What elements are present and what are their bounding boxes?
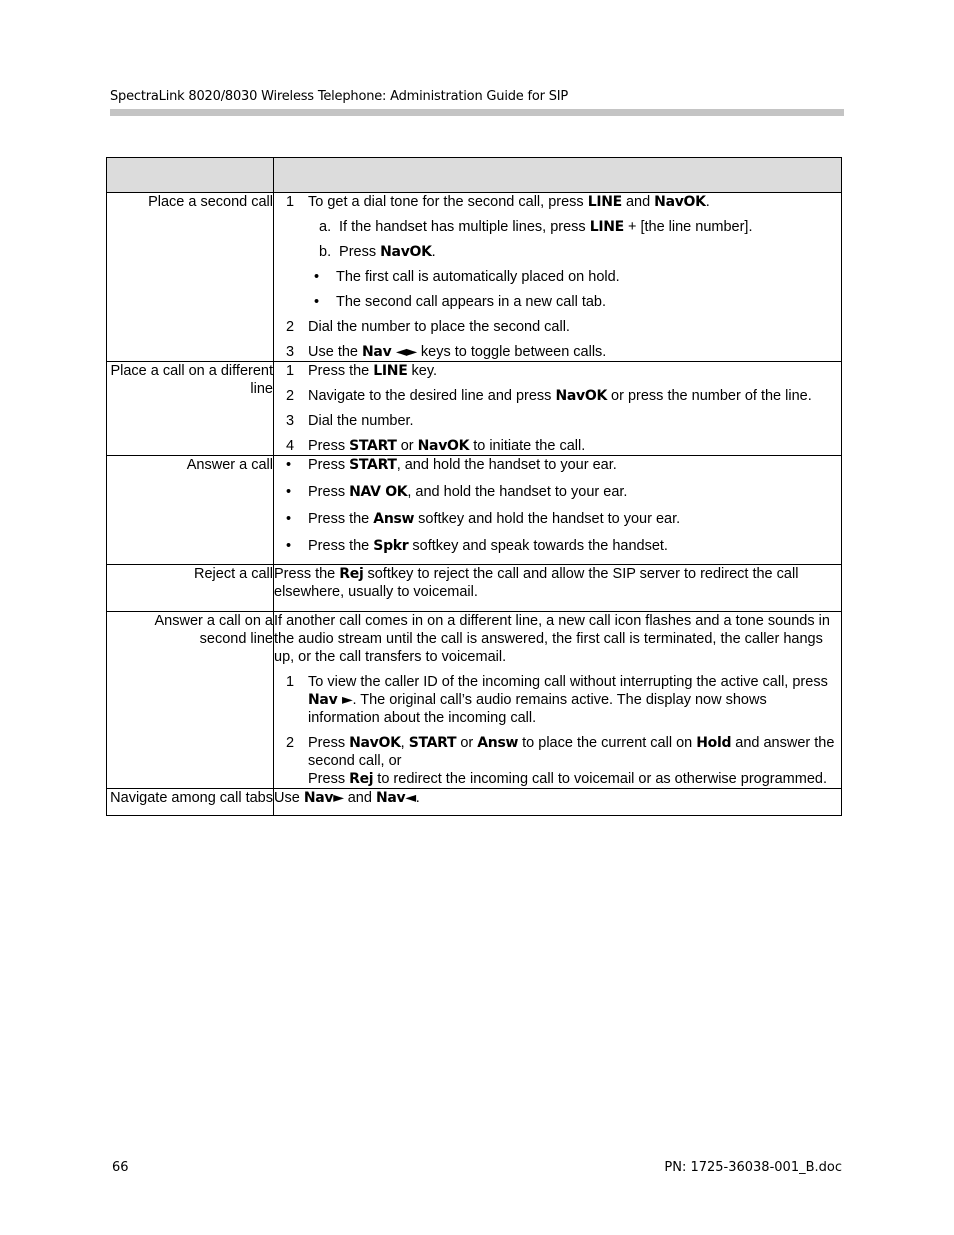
table-header-task xyxy=(107,158,274,193)
step-text: To view the caller ID of the incoming call without interrupting the active call, press Nav ►. The original call’s audio remains active. The display now shows information about the incoming call. xyxy=(308,674,828,726)
call-tasks-table xyxy=(106,157,842,816)
step-number: 4 xyxy=(286,438,295,454)
bullet-item: • Press START, and hold the handset to your ear. xyxy=(286,457,617,473)
task-cell: Reject a call xyxy=(107,565,274,612)
step xyxy=(274,318,841,336)
step xyxy=(274,193,841,211)
table-row xyxy=(107,362,842,456)
step xyxy=(274,673,841,727)
paragraph: Press the Rej softkey to reject the call and allow the SIP server to redirect the call elsewhere, usually to voicemail. xyxy=(274,566,799,600)
step xyxy=(274,362,841,380)
sub-step: a. If the handset has multiple lines, press LINE + [the line number]. xyxy=(319,219,753,235)
step-number: 2 xyxy=(286,388,295,404)
task-cell: Place a second call xyxy=(107,193,274,362)
step-text: Press NavOK, START or Answ to place the current call on Hold and answer the second call, or Press Rej to redirect the incoming call to voicemail or as otherwise programmed. xyxy=(308,735,835,787)
description-cell xyxy=(274,565,842,612)
paragraph: If another call comes in on a different line, a new call icon flashes and a tone sounds in the audio stream until the call is answered, the first call is terminated, the caller hangs up, or the call transfers to voicemail. xyxy=(274,613,830,665)
task-cell: Answer a call on a second line xyxy=(107,612,274,789)
task-cell: Answer a call xyxy=(107,456,274,565)
table-row xyxy=(107,612,842,789)
table-header-row xyxy=(107,158,842,193)
step-text: Press the LINE key. xyxy=(308,363,438,379)
running-header: SpectraLink 8020/8030 Wireless Telephone: Administration Guide for SIP xyxy=(110,89,569,104)
table-header-description xyxy=(274,158,842,193)
step-number: 1 xyxy=(286,194,295,210)
step-text: Dial the number to place the second call. xyxy=(308,319,570,335)
task-cell: Place a call on a different line xyxy=(107,362,274,456)
step-text: To get a dial tone for the second call, press LINE and NavOK. xyxy=(308,194,710,210)
table-row xyxy=(107,456,842,565)
step-text: Navigate to the desired line and press NavOK or press the number of the line. xyxy=(308,388,812,404)
step xyxy=(274,412,841,430)
step-number: 3 xyxy=(286,344,295,360)
step-number: 2 xyxy=(286,735,295,751)
step xyxy=(274,734,841,788)
step-text: Use the Nav ◄► keys to toggle between calls. xyxy=(308,344,607,360)
step xyxy=(274,343,841,361)
bullet-item: • The first call is automatically placed on hold. xyxy=(314,269,620,285)
step-text: Press START or NavOK to initiate the call. xyxy=(308,438,586,454)
table-row xyxy=(107,565,842,612)
description-cell xyxy=(274,362,842,456)
description-cell xyxy=(274,193,842,362)
sub-step: b. Press NavOK. xyxy=(319,244,436,260)
step-number: 1 xyxy=(286,363,295,379)
table-row xyxy=(107,193,842,362)
step-number: 3 xyxy=(286,413,295,429)
description-cell xyxy=(274,612,842,789)
step-number: 1 xyxy=(286,674,295,690)
step-text: Dial the number. xyxy=(308,413,414,429)
bullet-item: • Press the Answ softkey and hold the handset to your ear. xyxy=(286,511,681,527)
page-number: 66 xyxy=(112,1160,129,1175)
bullet-item: • The second call appears in a new call tab. xyxy=(314,294,607,310)
task-cell: Navigate among call tabs xyxy=(107,789,274,816)
bullet-item: • Press the Spkr softkey and speak towards the handset. xyxy=(286,538,668,554)
step xyxy=(274,387,841,405)
step-number: 2 xyxy=(286,319,295,335)
step xyxy=(274,437,841,455)
table-row xyxy=(107,789,842,816)
description-cell xyxy=(274,789,842,816)
part-number: PN: 1725-36038-001_B.doc xyxy=(664,1160,842,1175)
paragraph: Use Nav► and Nav◄. xyxy=(274,790,420,806)
bullet-item: • Press NAV OK, and hold the handset to your ear. xyxy=(286,484,628,500)
header-rule xyxy=(110,109,844,116)
description-cell xyxy=(274,456,842,565)
